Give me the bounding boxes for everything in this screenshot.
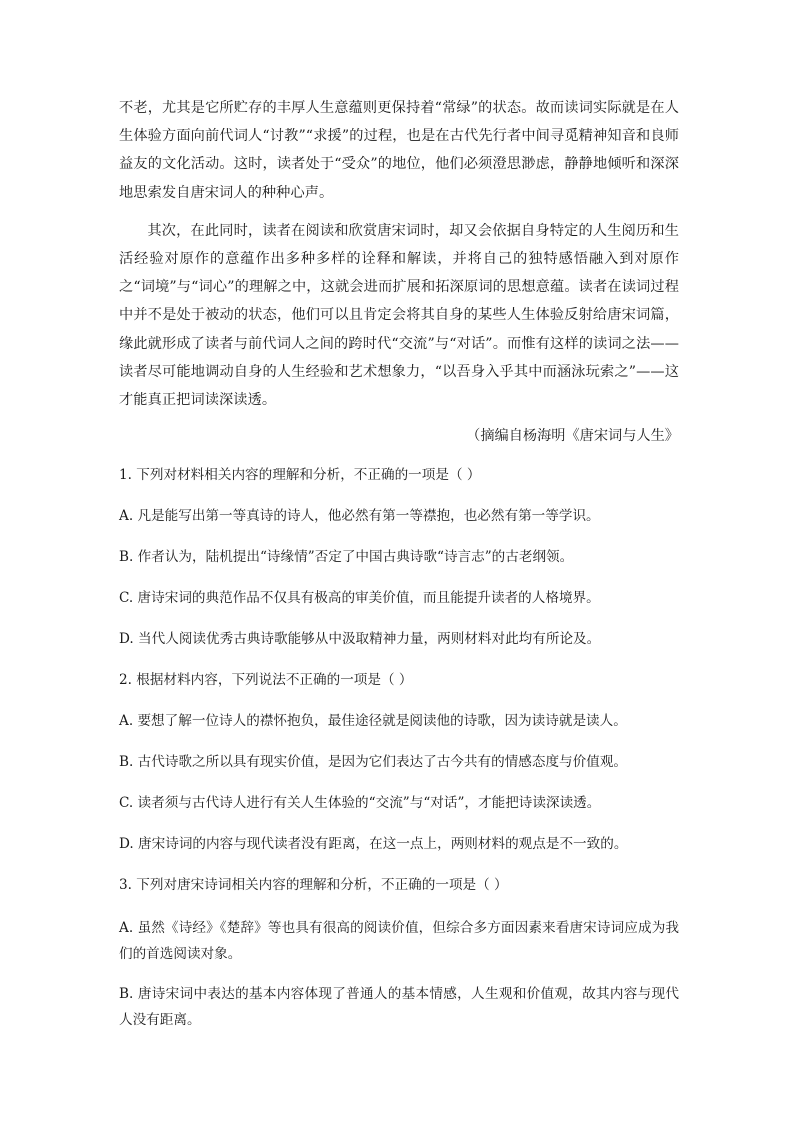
question-1-option-d: D. 当代人阅读优秀古典诗歌能够从中汲取精神力量，两则材料对此均有所论及。 bbox=[119, 631, 601, 648]
document-page bbox=[119, 94, 679, 1047]
question-1-option-b: B. 作者认为，陆机提出“诗缘情”否定了中国古典诗歌“诗言志”的古老纲领。 bbox=[119, 549, 574, 566]
question-1 bbox=[119, 464, 679, 650]
question-2-option-b: B. 古代诗歌之所以具有现实价值，是因为它们表达了古今共有的情感态度与价值观。 bbox=[119, 754, 628, 771]
question-2-option-c: C. 读者须与古代诗人进行有关人生体验的“交流”与“对话”，才能把诗读深读透。 bbox=[119, 795, 601, 812]
question-3-stem: 3. 下列对唐宋诗词相关内容的理解和分析，不正确的一项是（ ） bbox=[119, 877, 508, 894]
passage-paragraph-2: 其次，在此同时，读者在阅读和欣赏唐宋词时，却又会依据自身特定的人生阅历和生活经验对原作的意蕴作出多种多样的诠释和解读，并将自己的独特感悟融入到对原作之“词境”与“词心”的理解之中，这就会进而扩展和拓深原词的思想意蕴。读者在读词过程中并不是处于被动的状态，他们可以且肯定会将其自身的某些人生体验反射给唐宋词篇，缘此就形成了读者与前代词人之间的跨时代“交流”与“对话”。而惟有这样的读词之法——读者尽可能地调动自身的人生经验和艺术想象力，“以吾身入乎其中而涵泳玩索之”——这才能真正把词读深读透。 bbox=[119, 222, 679, 409]
question-1-option-a: A. 凡是能写出第一等真诗的诗人，他必然有第一等襟抱，也必然有第一等学识。 bbox=[119, 508, 600, 525]
question-2 bbox=[119, 669, 679, 855]
question-3 bbox=[119, 874, 679, 1033]
source-citation: （摘编自杨海明《唐宋词与人生》 bbox=[466, 428, 679, 445]
question-3-option-a: A. 虽然《诗经》《楚辞》等也具有很高的阅读价值，但综合多方面因素来看唐宋诗词应成为我们的首选阅读对象。 bbox=[119, 920, 679, 963]
question-1-option-c: C. 唐诗宋词的典范作品不仅具有极高的审美价值，而且能提升读者的人格境界。 bbox=[119, 590, 600, 607]
question-2-stem: 2. 根据材料内容，下列说法不正确的一项是（ ） bbox=[119, 672, 413, 689]
question-2-option-d: D. 唐宋诗词的内容与现代读者没有距离，在这一点上，两则材料的观点是不一致的。 bbox=[119, 836, 628, 853]
question-3-option-b: B. 唐诗宋词中表达的基本内容体现了普通人的基本情感，人生观和价值观，故其内容与现代人没有距离。 bbox=[119, 986, 679, 1029]
passage-paragraph-1: 不老，尤其是它所贮存的丰厚人生意蕴则更保持着“常绿”的状态。故而读词实际就是在人生体验方面向前代词人“讨教”“求援”的过程，也是在古代先行者中间寻觅精神知音和良师益友的文化活动。这时，读者处于“受众”的地位，他们必须澄思渺虑，静静地倾听和深深地思索发自唐宋词人的种种心声。 bbox=[119, 100, 679, 201]
question-2-option-a: A. 要想了解一位诗人的襟怀抱负，最佳途径就是阅读他的诗歌，因为读诗就是读人。 bbox=[119, 713, 627, 730]
question-1-stem: 1. 下列对材料相关内容的理解和分析，不正确的一项是（ ） bbox=[119, 467, 481, 484]
